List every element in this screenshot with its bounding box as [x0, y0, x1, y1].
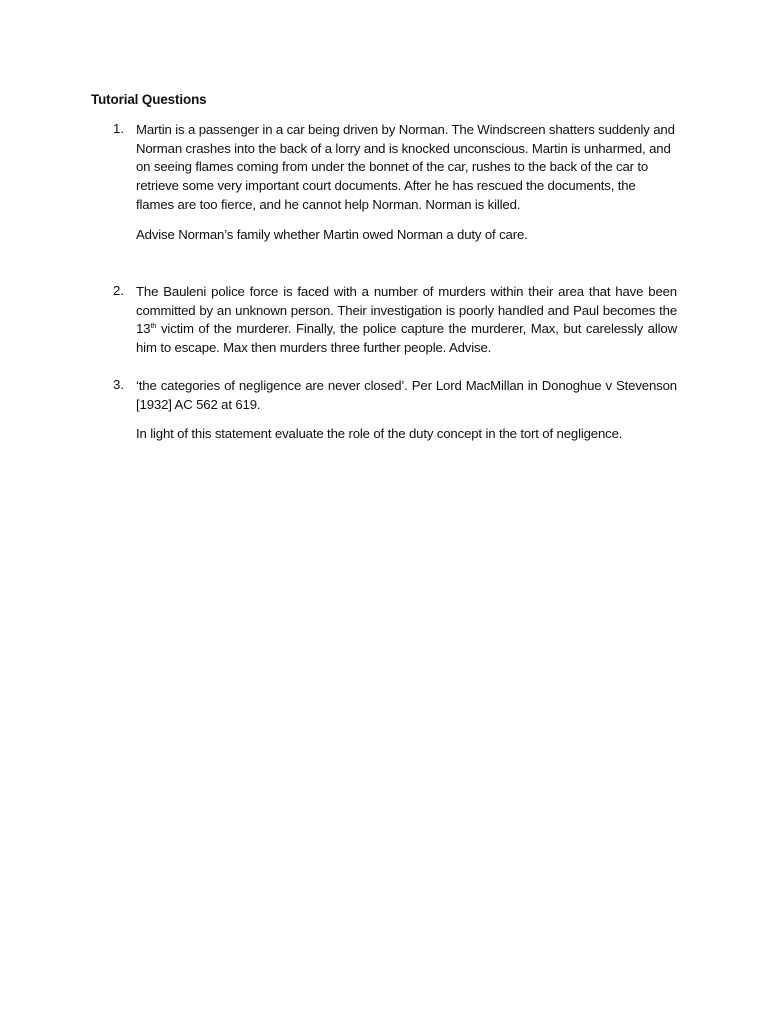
question-text-part: victim of the murderer. Finally, the police capture the murderer, Max, but carelessly allow him to escape. Max then murders three further people. Advise. [136, 321, 677, 356]
question-number: 3. [113, 377, 124, 392]
question-quote: ‘the categories of negligence are never closed’. Per Lord MacMillan in Donoghue v Stevenson [1932] AC 562 at 619. [136, 378, 677, 412]
question-instruction: In light of this statement evaluate the role of the duty concept in the tort of negligence. [136, 426, 623, 442]
question-instruction: Advise Norman’s family whether Martin owed Norman a duty of care. [136, 226, 528, 242]
question-1 [113, 121, 677, 244]
question-3 [113, 377, 677, 444]
question-number: 1. [113, 121, 124, 136]
question-number: 2. [113, 283, 124, 298]
question-2 [113, 283, 677, 358]
ordinal-suffix: th [150, 321, 157, 331]
question-text-part: The Bauleni police force is faced with a number of murders within their area that have been committed by an unknown person. Their investigation is poorly handled and Paul becomes the 13 [136, 284, 677, 337]
document-title: Tutorial Questions [91, 92, 207, 107]
question-text [136, 283, 677, 358]
question-text: Martin is a passenger in a car being driven by Norman. The Windscreen shatters suddenly and Norman crashes into the back of a lorry and is knocked unconscious. Martin is unharmed, and on seeing flames coming from under the bonnet of the car, rushes to the back of the car to retrieve some very important court documents. After he has rescued the documents, the flames are too fierce, and he cannot help Norman. Norman is killed. [136, 122, 675, 212]
